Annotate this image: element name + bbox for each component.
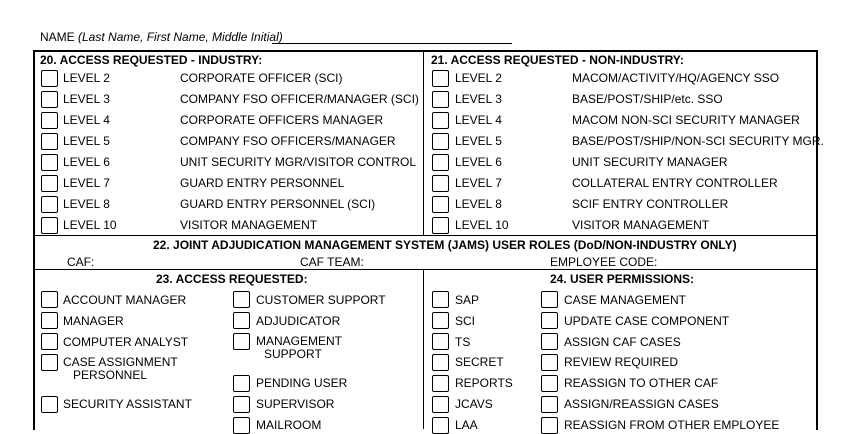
sec20-role-label: COMPANY FSO OFFICER/MANAGER (SCI): [180, 92, 419, 106]
name-label-row: [40, 30, 283, 44]
sec23-option-label: CUSTOMER SUPPORT: [256, 293, 386, 307]
sec21-level-label: LEVEL 8: [455, 197, 502, 211]
case-assignment-personnel-checkbox[interactable]: [41, 354, 58, 371]
sec20-level-label: LEVEL 4: [63, 113, 110, 127]
sec20-level6-checkbox[interactable]: [41, 154, 58, 171]
sec21-level-label: LEVEL 5: [455, 134, 502, 148]
sec20-role-label: GUARD ENTRY PERSONNEL (SCI): [180, 197, 376, 211]
sec21-role-label: UNIT SECURITY MANAGER: [572, 155, 728, 169]
sec20-level-label: LEVEL 8: [63, 197, 110, 211]
secret-checkbox[interactable]: [432, 354, 449, 371]
pending-user-checkbox[interactable]: [233, 375, 250, 392]
sec24-option-label: ASSIGN CAF CASES: [564, 335, 681, 349]
section24-title: 24. USER PERMISSIONS:: [550, 272, 695, 286]
mailroom-checkbox[interactable]: [233, 417, 250, 434]
sec20-role-label: CORPORATE OFFICER (SCI): [180, 71, 343, 85]
jcavs-checkbox[interactable]: [432, 396, 449, 413]
sec23-option-label: COMPUTER ANALYST: [63, 335, 189, 349]
sec21-level5-checkbox[interactable]: [432, 133, 449, 150]
divider-sec20-21: [423, 51, 424, 235]
sec21-level-label: LEVEL 2: [455, 71, 502, 85]
sec20-role-label: GUARD ENTRY PERSONNEL: [180, 176, 345, 190]
sec20-level2-checkbox[interactable]: [41, 70, 58, 87]
reassign-to-other-caf-checkbox[interactable]: [541, 375, 558, 392]
sec24-option-label: SAP: [455, 293, 480, 307]
sec20-level-label: LEVEL 6: [63, 155, 110, 169]
sec21-role-label: MACOM/ACTIVITY/HQ/AGENCY SSO: [572, 71, 780, 85]
customer-support-checkbox[interactable]: [233, 291, 250, 308]
sec20-level10-checkbox[interactable]: [41, 217, 58, 234]
sec21-role-label: BASE/POST/SHIP/NON-SCI SECURITY MGR.: [572, 134, 824, 148]
divider-sec23-24: [423, 269, 424, 429]
sec20-level7-checkbox[interactable]: [41, 175, 58, 192]
sec24-option-label: ASSIGN/REASSIGN CASES: [564, 397, 719, 411]
sec21-level8-checkbox[interactable]: [432, 196, 449, 213]
sec20-role-label: CORPORATE OFFICERS MANAGER: [180, 113, 384, 127]
sap-checkbox[interactable]: [432, 291, 449, 308]
sec21-role-label: VISITOR MANAGEMENT: [572, 218, 710, 232]
section21-title: 21. ACCESS REQUESTED - NON-INDUSTRY:: [431, 53, 684, 67]
sec24-option-label: SCI: [455, 314, 476, 328]
sec21-level-label: LEVEL 3: [455, 92, 502, 106]
sec23-option-label: MANAGEMENT: [256, 334, 343, 348]
reports-checkbox[interactable]: [432, 375, 449, 392]
sec20-role-label: COMPANY FSO OFFICERS/MANAGER: [180, 134, 396, 148]
manager-checkbox[interactable]: [41, 312, 58, 329]
sec24-option-label: UPDATE CASE COMPONENT: [564, 314, 730, 328]
divider-above-sec22: [34, 235, 816, 236]
computer-analyst-checkbox[interactable]: [41, 333, 58, 350]
employee-code-input[interactable]: [652, 253, 812, 267]
sec23-option-label: ADJUDICATOR: [256, 314, 341, 328]
caf-label: CAF:: [67, 255, 95, 269]
case-management-checkbox[interactable]: [541, 291, 558, 308]
sec21-level6-checkbox[interactable]: [432, 154, 449, 171]
sec23-option-label: MAILROOM: [256, 418, 322, 432]
sec20-role-label: VISITOR MANAGEMENT: [180, 218, 318, 232]
account-manager-checkbox[interactable]: [41, 291, 58, 308]
laa-checkbox[interactable]: [432, 417, 449, 434]
sec21-level4-checkbox[interactable]: [432, 112, 449, 129]
divider-above-sec23: [34, 269, 816, 270]
sec24-option-label: TS: [455, 335, 471, 349]
sec23-option-label: SECURITY ASSISTANT: [63, 397, 192, 411]
sec24-option-label: REVIEW REQUIRED: [564, 355, 679, 369]
sec20-level4-checkbox[interactable]: [41, 112, 58, 129]
section20-title: 20. ACCESS REQUESTED - INDUSTRY:: [40, 53, 263, 67]
sec21-level2-checkbox[interactable]: [432, 70, 449, 87]
sec23-option-label-continued: SUPPORT: [264, 347, 322, 361]
supervisor-checkbox[interactable]: [233, 396, 250, 413]
sec20-level-label: LEVEL 10: [63, 218, 117, 232]
employee-code-label: EMPLOYEE CODE:: [550, 255, 658, 269]
ts-checkbox[interactable]: [432, 333, 449, 350]
section22-title: 22. JOINT ADJUDICATION MANAGEMENT SYSTEM (JAMS) USER ROLES (DoD/NON-INDUSTRY ONLY): [153, 238, 737, 252]
sec20-level-label: LEVEL 2: [63, 71, 110, 85]
sec21-level-label: LEVEL 4: [455, 113, 502, 127]
sec20-level5-checkbox[interactable]: [41, 133, 58, 150]
sec21-level-label: LEVEL 6: [455, 155, 502, 169]
assign-reassign-cases-checkbox[interactable]: [541, 396, 558, 413]
sec23-option-label-continued: PERSONNEL: [73, 368, 148, 382]
sec21-role-label: MACOM NON-SCI SECURITY MANAGER: [572, 113, 800, 127]
sci-checkbox[interactable]: [432, 312, 449, 329]
name-label: NAME: [40, 30, 75, 44]
sec23-option-label: SUPERVISOR: [256, 397, 335, 411]
sec21-role-label: SCIF ENTRY CONTROLLER: [572, 197, 729, 211]
sec23-option-label: MANAGER: [63, 314, 124, 328]
security-assistant-checkbox[interactable]: [41, 396, 58, 413]
sec24-option-label: REASSIGN FROM OTHER EMPLOYEE: [564, 418, 780, 432]
name-input[interactable]: [272, 30, 512, 44]
update-case-component-checkbox[interactable]: [541, 312, 558, 329]
sec24-option-label: LAA: [455, 418, 478, 432]
sec21-role-label: BASE/POST/SHIP/etc. SSO: [572, 92, 723, 106]
sec20-level8-checkbox[interactable]: [41, 196, 58, 213]
assign-caf-cases-checkbox[interactable]: [541, 333, 558, 350]
caf-input[interactable]: [96, 253, 286, 267]
form-border-right: [816, 50, 818, 430]
sec23-option-label: PENDING USER: [256, 376, 348, 390]
sec21-level-label: LEVEL 10: [455, 218, 509, 232]
sec20-level3-checkbox[interactable]: [41, 91, 58, 108]
sec21-level7-checkbox[interactable]: [432, 175, 449, 192]
sec21-role-label: COLLATERAL ENTRY CONTROLLER: [572, 176, 778, 190]
review-required-checkbox[interactable]: [541, 354, 558, 371]
sec20-level-label: LEVEL 7: [63, 176, 110, 190]
sec21-level-label: LEVEL 7: [455, 176, 502, 190]
sec20-level-label: LEVEL 3: [63, 92, 110, 106]
name-hint: (Last Name, First Name, Middle Initial): [78, 30, 283, 44]
sec24-option-label: SECRET: [455, 355, 504, 369]
management-support-checkbox[interactable]: [233, 333, 250, 350]
form-border-left: [33, 50, 35, 430]
reassign-from-other-employee-checkbox[interactable]: [541, 417, 558, 434]
sec23-option-label: ACCOUNT MANAGER: [63, 293, 187, 307]
sec24-option-label: CASE MANAGEMENT: [564, 293, 687, 307]
sec23-option-label: CASE ASSIGNMENT: [63, 355, 178, 369]
sec24-option-label: REASSIGN TO OTHER CAF: [564, 376, 719, 390]
sec21-level10-checkbox[interactable]: [432, 217, 449, 234]
sec20-level-label: LEVEL 5: [63, 134, 110, 148]
sec20-role-label: UNIT SECURITY MGR/VISITOR CONTROL: [180, 155, 417, 169]
sec24-option-label: REPORTS: [455, 376, 513, 390]
section23-title: 23. ACCESS REQUESTED:: [156, 272, 308, 286]
caf-team-label: CAF TEAM:: [300, 255, 364, 269]
sec24-option-label: JCAVS: [455, 397, 493, 411]
form-border-top: [33, 50, 818, 52]
sec21-level3-checkbox[interactable]: [432, 91, 449, 108]
caf-team-input[interactable]: [362, 253, 532, 267]
adjudicator-checkbox[interactable]: [233, 312, 250, 329]
